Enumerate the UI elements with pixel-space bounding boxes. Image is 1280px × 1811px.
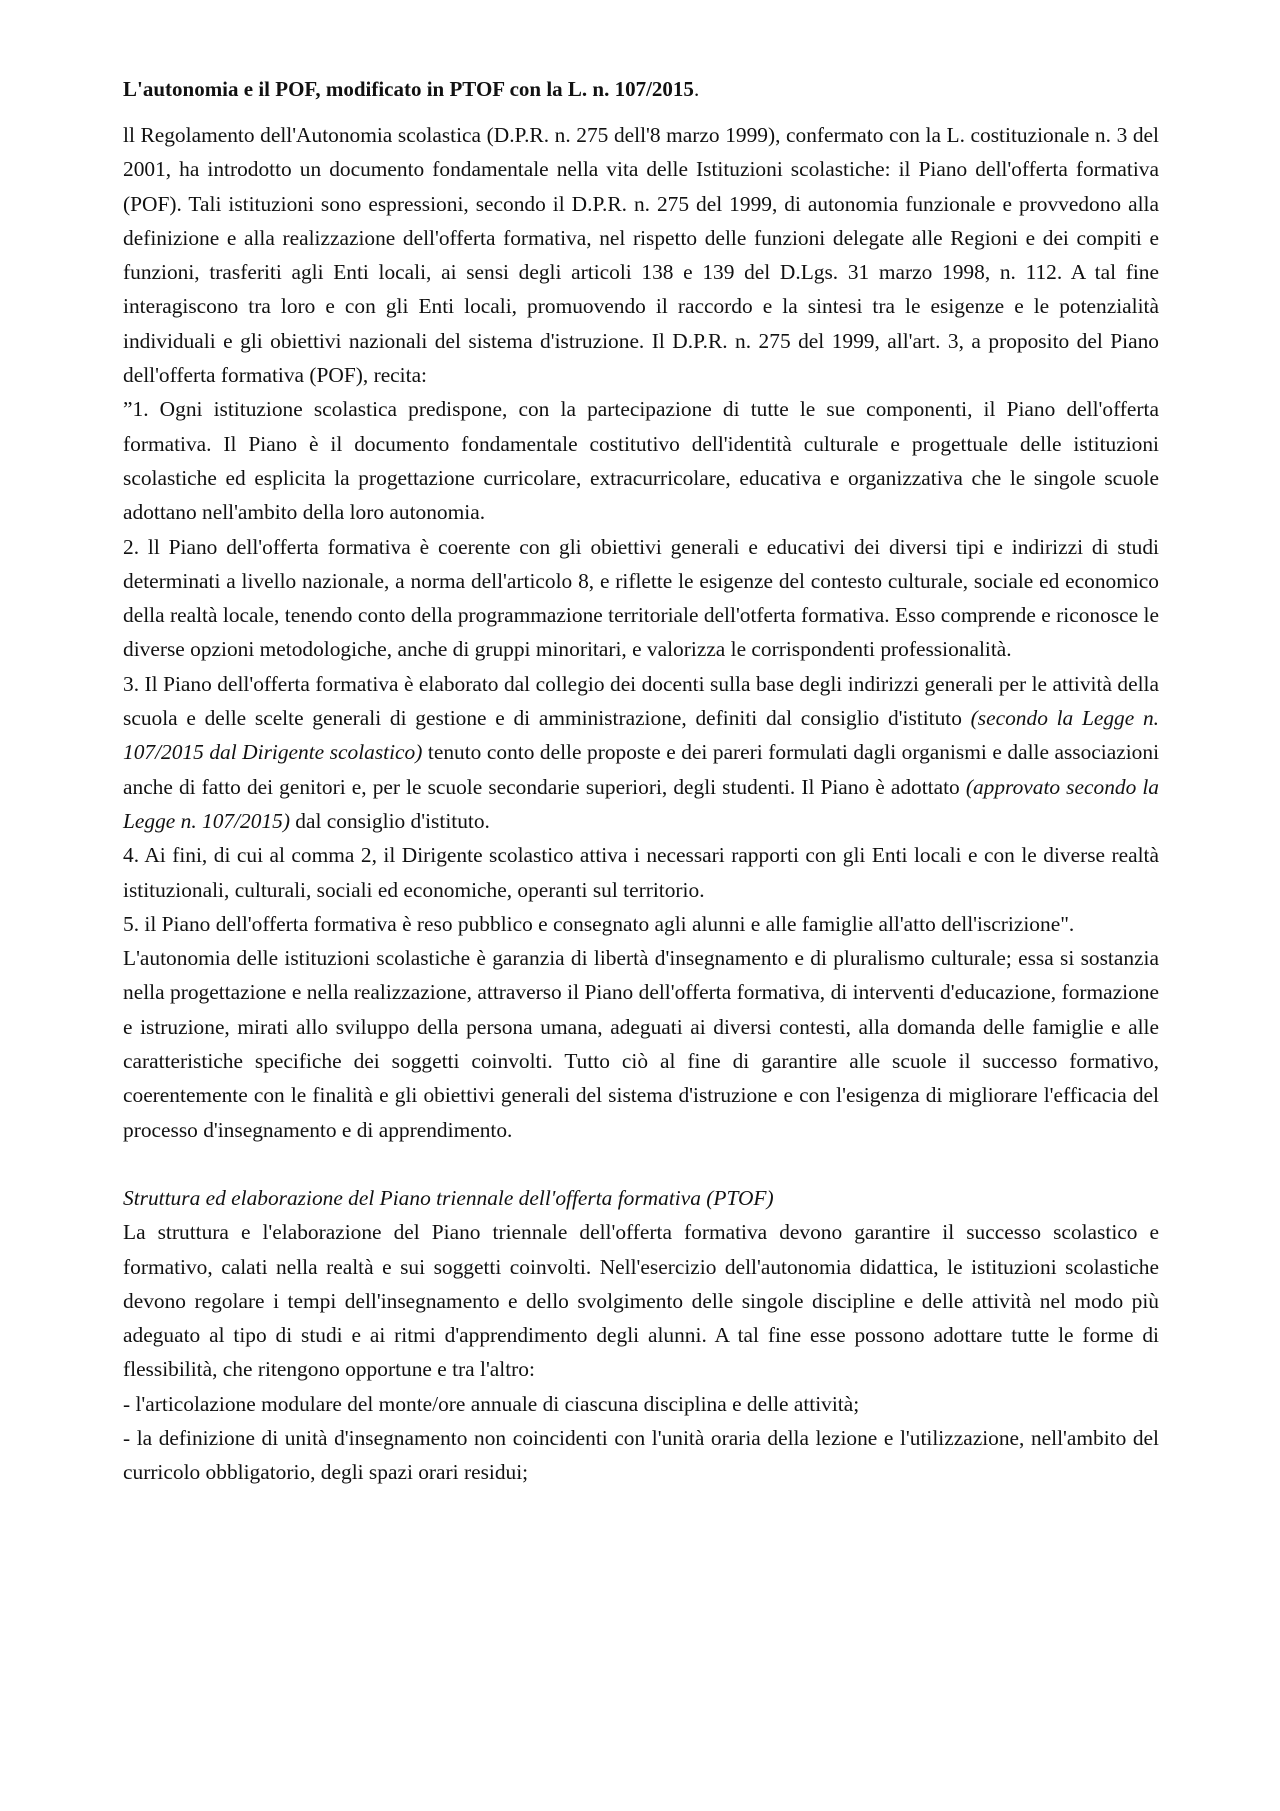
section-title: Struttura ed elaborazione del Piano triennale dell'offerta formativa (PTOF) <box>123 1185 774 1210</box>
article-item-2: 2. ll Piano dell'offerta formativa è coerente con gli obiettivi generali e educativi dei diversi tipi e indirizzi di studi determinati a livello nazionale, a norma dell'articolo 8, e riflette le esigenze del contesto culturale, sociale ed economico della realtà locale, tenendo conto della programmazione territoriale dell'otferta formativa. Esso comprende e riconosce le diverse opzioni metodologiche, anche di gruppi minoritari, e valorizza le corrispondenti professionalità. <box>123 534 1159 662</box>
section-paragraph: La struttura e l'elaborazione del Piano triennale dell'offerta formativa devono garantire il successo scolastico e formativo, calati nella realtà e sui soggetti coinvolti. Nell'esercizio dell'autonomia didattica, le istituzioni scolastiche devono regolare i tempi dell'insegnamento e dello svolgimento delle singole discipline e delle attività nel modo più adeguato al tipo di studi e ai ritmi d'apprendimento degli alunni. A tal fine esse possono adottare tutte le forme di flessibilità, che ritengono opportune e tra l'altro: <box>123 1220 1159 1382</box>
article-item-3-part-b: tenuto conto delle proposte e dei pareri formulati dagli organismi e dalle associazioni anche di fatto dei genitori e, per le scuole secondarie superiori, degli studenti. Il Piano è adottato <box>123 740 1160 799</box>
article-item-3-part-a: 3. Il Piano dell'offerta formativa è elaborato dal collegio dei docenti sulla base degli indirizzi generali per le attività della scuola e delle scelte generali di gestione e di amministrazione, definiti dal consiglio d'istituto <box>123 671 1159 731</box>
document-title-bold: L'autonomia e il POF, modificato in PTOF con la L. n. 107/2015 <box>123 77 694 101</box>
bullet-item-1: - l'articolazione modulare del monte/ore annuale di ciascuna disciplina e delle attività; <box>123 1391 860 1416</box>
article-item-1: ”1. Ogni istituzione scolastica predispone, con la partecipazione di tutte le sue componenti, il Piano dell'offerta formativa. Il Piano è il documento fondamentale costitutivo dell'identità culturale e progettuale delle istituzioni scolastiche ed esplicita la progettazione curricolare, extracurricolare, educativa e organizzativa che le singole scuole adottano nell'ambito della loro autonomia. <box>123 397 1159 525</box>
article-item-3-italic-2: (approvato secondo la Legge n. 107/2015) <box>123 774 1159 833</box>
document-title <box>123 74 1159 104</box>
intro-paragraph: ll Regolamento dell'Autonomia scolastica (D.P.R. n. 275 dell'8 marzo 1999), confermato con la L. costituzionale n. 3 del 2001, ha introdotto un documento fondamentale nella vita delle Istituzioni scolastiche: il Piano dell'offerta formativa (POF). Tali istituzioni sono espressioni, secondo il D.P.R. n. 275 del 1999, di autonomia funzionale e provvedono alla definizione e alla realizzazione dell'offerta formativa, nel rispetto delle funzioni delegate alle Regioni e dei compiti e funzioni, trasferiti agli Enti locali, ai sensi degli articoli 138 e 139 del D.Lgs. 31 marzo 1998, n. 112. A tal fine interagiscono tra loro e con gli Enti locali, promuovendo il raccordo e la sintesi tra le esigenze e le potenzialità individuali e gli obiettivi nazionali del sistema d'istruzione. Il D.P.R. n. 275 del 1999, all'art. 3, a proposito del Piano dell'offerta formativa (POF), recita: <box>123 123 1159 388</box>
article-item-3 <box>123 667 1159 838</box>
autonomy-paragraph: L'autonomia delle istituzioni scolastiche è garanzia di libertà d'insegnamento e di pluralismo culturale; essa si sostanzia nella progettazione e nella realizzazione, attraverso il Piano dell'offerta formativa, di interventi d'educazione, formazione e istruzione, mirati allo sviluppo della persona umana, adeguati ai diversi contesti, alla domanda delle famiglie e alle caratteristiche specifiche dei soggetti coinvolti. Tutto ciò al fine di garantire alle scuole il successo formativo, coerentemente con le finalità e gli obiettivi generali del sistema d'istruzione e con l'esigenza di migliorare l'efficacia del processo d'insegnamento e di apprendimento. <box>123 946 1159 1142</box>
bullet-item-2: - la definizione di unità d'insegnamento non coincidenti con l'unità oraria della lezione e l'utilizzazione, nell'ambito del curricolo obbligatorio, degli spazi orari residui; <box>123 1425 1159 1485</box>
section-spacer <box>123 1147 1159 1181</box>
document-title-end: . <box>693 77 700 101</box>
article-item-5: 5. il Piano dell'offerta formativa è reso pubblico e consegnato agli alunni e alle famiglie all'atto dell'iscrizione". <box>123 911 1075 936</box>
article-item-3-part-c: dal consiglio d'istituto. <box>289 808 490 833</box>
article-item-3-italic-1: (secondo la Legge n. 107/2015 dal Dirigente scolastico) <box>123 706 1160 765</box>
article-item-4: 4. Ai fini, di cui al comma 2, il Dirigente scolastico attiva i necessari rapporti con gli Enti locali e con le diverse realtà istituzionali, culturali, sociali ed economiche, operanti sul territorio. <box>123 843 1159 902</box>
